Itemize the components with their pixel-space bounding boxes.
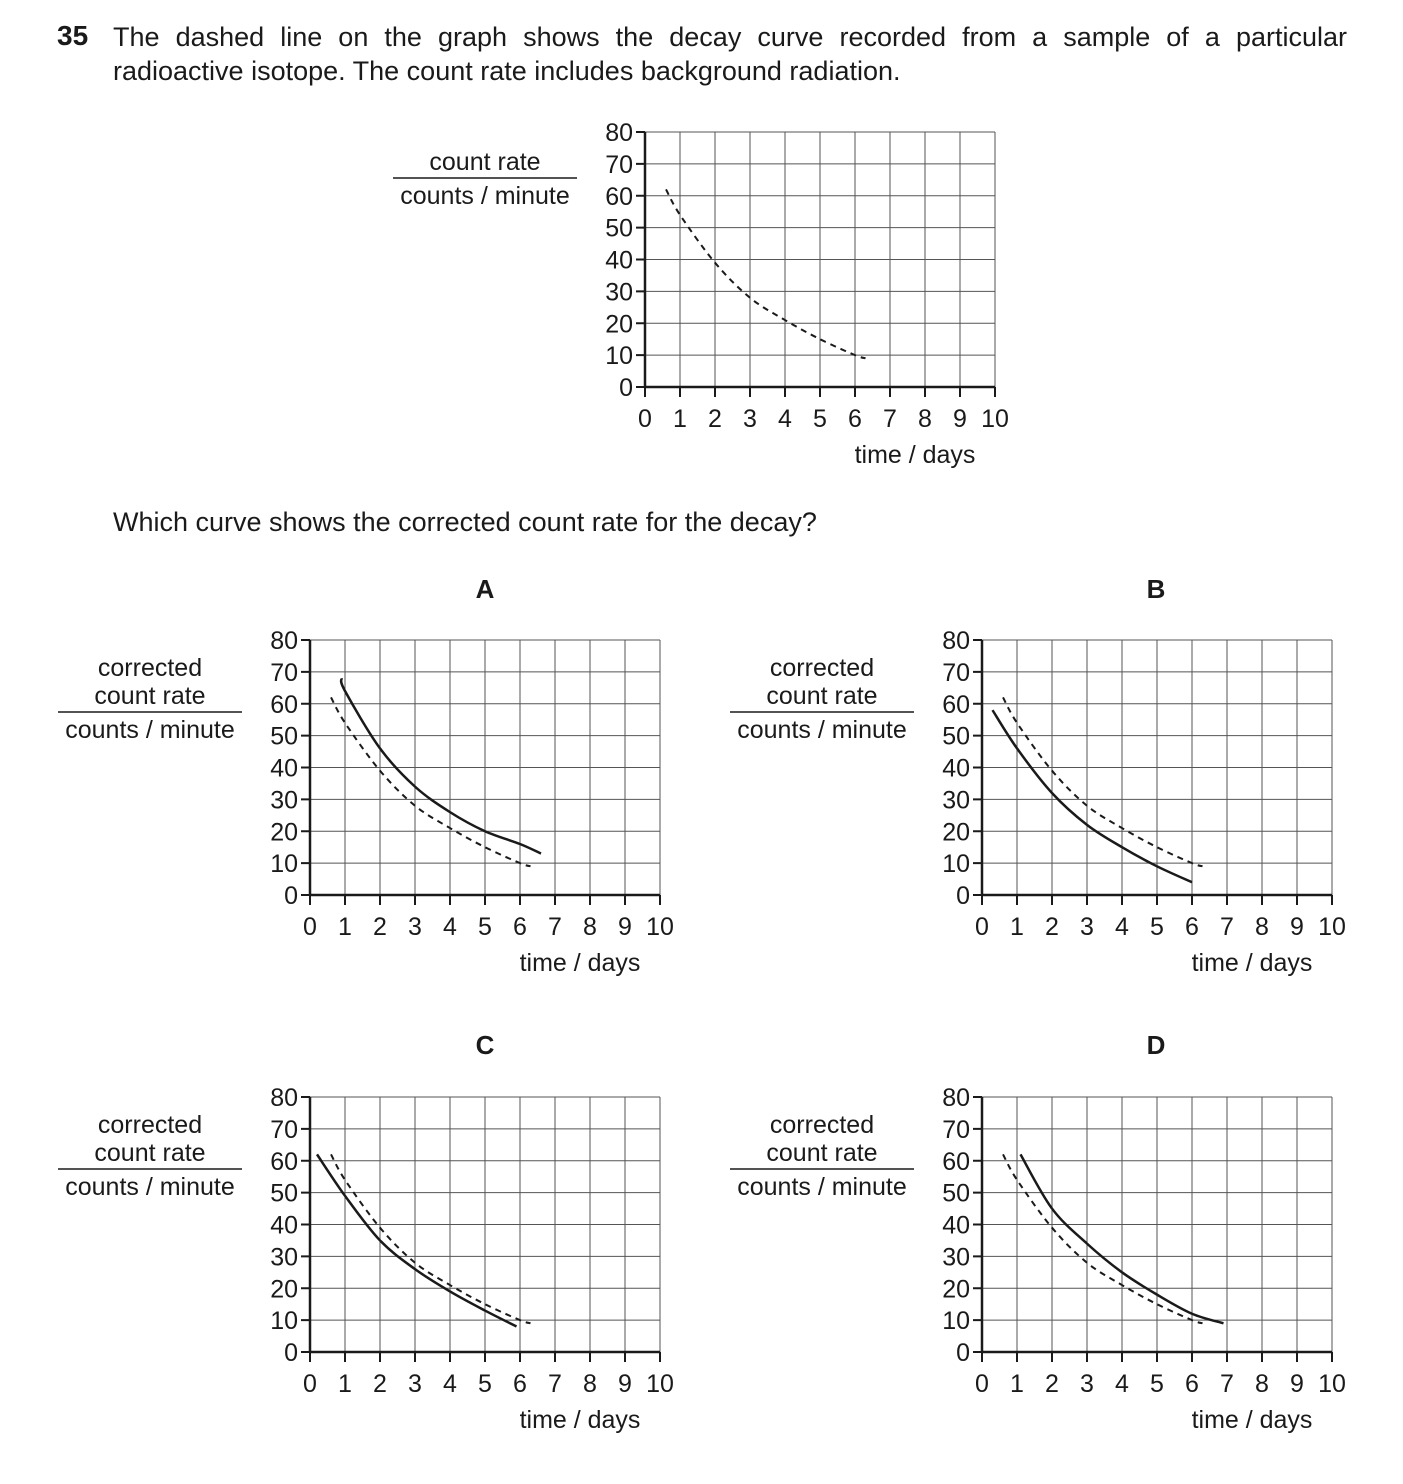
x-tick-label: 0 xyxy=(975,1370,989,1398)
x-tick-label: 5 xyxy=(813,405,827,433)
y-tick-label: 30 xyxy=(942,1243,970,1272)
y-tick-label: 10 xyxy=(942,850,970,879)
question-number: 35 xyxy=(57,20,89,51)
y-tick-label: 30 xyxy=(270,1243,298,1272)
x-axis-label: time / days xyxy=(519,1406,641,1434)
x-tick-label: 7 xyxy=(1220,913,1234,941)
x-tick-label: 10 xyxy=(646,1370,674,1398)
y-tick-label: 0 xyxy=(956,882,970,910)
y-tick-label: 0 xyxy=(956,1339,970,1367)
x-tick-label: 7 xyxy=(548,1370,562,1398)
x-tick-label: 0 xyxy=(975,913,989,941)
chart-b xyxy=(730,627,1346,977)
x-tick-label: 5 xyxy=(1150,1370,1164,1398)
y-tick-label: 70 xyxy=(270,658,298,687)
y-tick-label: 40 xyxy=(605,246,633,275)
x-tick-label: 2 xyxy=(708,405,722,433)
y-axis-label-line-1: corrected xyxy=(97,1111,203,1139)
dashed-decay-curve xyxy=(666,189,866,358)
x-tick-label: 0 xyxy=(638,405,652,433)
y-tick-label: 60 xyxy=(270,690,298,719)
x-tick-label: 3 xyxy=(1080,913,1094,941)
chart-d xyxy=(730,1084,1346,1434)
y-tick-label: 20 xyxy=(942,818,970,847)
y-tick-label: 80 xyxy=(942,627,970,655)
x-tick-label: 3 xyxy=(408,913,422,941)
y-axis-label-line-2: count rate xyxy=(766,1139,878,1167)
dashed-decay-curve xyxy=(331,697,531,866)
x-tick-label: 8 xyxy=(1255,913,1269,941)
x-tick-label: 4 xyxy=(443,913,457,941)
x-axis-label: time / days xyxy=(1191,949,1313,977)
x-tick-label: 7 xyxy=(548,913,562,941)
y-tick-label: 40 xyxy=(270,1211,298,1240)
x-tick-label: 10 xyxy=(646,913,674,941)
y-tick-label: 10 xyxy=(942,1307,970,1336)
dashed-decay-curve xyxy=(1003,697,1203,866)
x-tick-label: 6 xyxy=(1185,1370,1199,1398)
dashed-decay-curve xyxy=(1003,1154,1203,1323)
x-axis-label: time / days xyxy=(854,441,976,469)
x-tick-label: 1 xyxy=(673,405,687,433)
y-axis-label-unit: counts / minute xyxy=(400,182,570,210)
y-tick-label: 80 xyxy=(270,1084,298,1112)
solid-corrected-curve xyxy=(317,1154,517,1326)
x-tick-label: 3 xyxy=(408,1370,422,1398)
x-tick-label: 4 xyxy=(443,1370,457,1398)
y-axis-label-unit: counts / minute xyxy=(737,716,907,744)
y-tick-label: 60 xyxy=(942,1147,970,1176)
y-axis-label-line-2: count rate xyxy=(94,1139,206,1167)
y-tick-label: 20 xyxy=(942,1275,970,1304)
y-tick-label: 70 xyxy=(942,1115,970,1144)
x-tick-label: 7 xyxy=(883,405,897,433)
x-tick-label: 5 xyxy=(478,1370,492,1398)
chart-a xyxy=(58,627,674,977)
x-tick-label: 9 xyxy=(618,1370,632,1398)
y-tick-label: 50 xyxy=(270,1179,298,1208)
x-tick-label: 3 xyxy=(1080,1370,1094,1398)
y-tick-label: 10 xyxy=(270,1307,298,1336)
y-axis-label-unit: counts / minute xyxy=(65,716,235,744)
x-tick-label: 2 xyxy=(1045,913,1059,941)
y-tick-label: 40 xyxy=(270,754,298,783)
x-tick-label: 10 xyxy=(981,405,1009,433)
y-tick-label: 80 xyxy=(942,1084,970,1112)
x-axis-label: time / days xyxy=(1191,1406,1313,1434)
question-prompt: Which curve shows the corrected count rate for the decay? xyxy=(113,507,817,537)
y-tick-label: 0 xyxy=(284,882,298,910)
y-tick-label: 60 xyxy=(270,1147,298,1176)
y-tick-label: 50 xyxy=(270,722,298,751)
x-tick-label: 9 xyxy=(1290,913,1304,941)
y-tick-label: 50 xyxy=(942,722,970,751)
question-stem-line-2: radioactive isotope. The count rate includes background radiation. xyxy=(113,56,901,86)
option-label-a[interactable]: A xyxy=(475,574,495,604)
x-tick-label: 2 xyxy=(373,1370,387,1398)
x-tick-label: 6 xyxy=(1185,913,1199,941)
x-tick-label: 2 xyxy=(373,913,387,941)
y-tick-label: 40 xyxy=(942,1211,970,1240)
x-tick-label: 1 xyxy=(338,913,352,941)
x-axis-label: time / days xyxy=(519,949,641,977)
x-tick-label: 4 xyxy=(1115,913,1129,941)
y-tick-label: 30 xyxy=(942,786,970,815)
y-tick-label: 20 xyxy=(605,310,633,339)
y-axis-label-unit: counts / minute xyxy=(65,1173,235,1201)
x-tick-label: 9 xyxy=(618,913,632,941)
option-label-c[interactable]: C xyxy=(475,1030,495,1060)
x-tick-label: 0 xyxy=(303,913,317,941)
x-tick-label: 8 xyxy=(583,1370,597,1398)
y-axis-label-quantity: count rate xyxy=(429,148,541,176)
x-tick-label: 6 xyxy=(513,913,527,941)
question-stem-line-1: The dashed line on the graph shows the decay curve recorded from a sample of a particular xyxy=(113,22,1347,52)
x-tick-label: 6 xyxy=(513,1370,527,1398)
option-label-b[interactable]: B xyxy=(1146,574,1166,604)
y-tick-label: 20 xyxy=(270,818,298,847)
x-tick-label: 3 xyxy=(743,405,757,433)
dashed-decay-curve xyxy=(331,1154,531,1323)
x-tick-label: 1 xyxy=(338,1370,352,1398)
x-tick-label: 8 xyxy=(1255,1370,1269,1398)
x-tick-label: 5 xyxy=(478,913,492,941)
y-tick-label: 0 xyxy=(284,1339,298,1367)
chart-c xyxy=(58,1084,674,1434)
x-tick-label: 1 xyxy=(1010,1370,1024,1398)
x-tick-label: 4 xyxy=(1115,1370,1129,1398)
y-tick-label: 10 xyxy=(605,342,633,371)
y-axis-label-line-2: count rate xyxy=(94,682,206,710)
y-axis-label-line-1: corrected xyxy=(769,1111,875,1139)
y-tick-label: 60 xyxy=(942,690,970,719)
y-tick-label: 30 xyxy=(605,278,633,307)
x-tick-label: 4 xyxy=(778,405,792,433)
x-tick-label: 5 xyxy=(1150,913,1164,941)
y-tick-label: 70 xyxy=(942,658,970,687)
x-tick-label: 9 xyxy=(953,405,967,433)
x-tick-label: 9 xyxy=(1290,1370,1304,1398)
option-label-d[interactable]: D xyxy=(1146,1030,1166,1060)
y-tick-label: 20 xyxy=(270,1275,298,1304)
x-tick-label: 0 xyxy=(303,1370,317,1398)
y-tick-label: 80 xyxy=(605,119,633,147)
x-tick-label: 7 xyxy=(1220,1370,1234,1398)
y-tick-label: 30 xyxy=(270,786,298,815)
y-tick-label: 60 xyxy=(605,182,633,211)
solid-corrected-curve xyxy=(341,678,541,853)
x-tick-label: 10 xyxy=(1318,1370,1346,1398)
y-axis-label-line-1: corrected xyxy=(97,654,203,682)
x-tick-label: 8 xyxy=(583,913,597,941)
x-tick-label: 10 xyxy=(1318,913,1346,941)
y-axis-label-line-2: count rate xyxy=(766,682,878,710)
y-tick-label: 50 xyxy=(942,1179,970,1208)
x-tick-label: 6 xyxy=(848,405,862,433)
x-tick-label: 8 xyxy=(918,405,932,433)
y-tick-label: 40 xyxy=(942,754,970,783)
x-tick-label: 2 xyxy=(1045,1370,1059,1398)
y-tick-label: 80 xyxy=(270,627,298,655)
y-tick-label: 50 xyxy=(605,214,633,243)
x-tick-label: 1 xyxy=(1010,913,1024,941)
y-tick-label: 70 xyxy=(605,150,633,179)
y-axis-label-line-1: corrected xyxy=(769,654,875,682)
y-tick-label: 0 xyxy=(619,374,633,402)
y-tick-label: 70 xyxy=(270,1115,298,1144)
y-tick-label: 10 xyxy=(270,850,298,879)
y-axis-label-unit: counts / minute xyxy=(737,1173,907,1201)
chart-main xyxy=(393,119,1009,469)
